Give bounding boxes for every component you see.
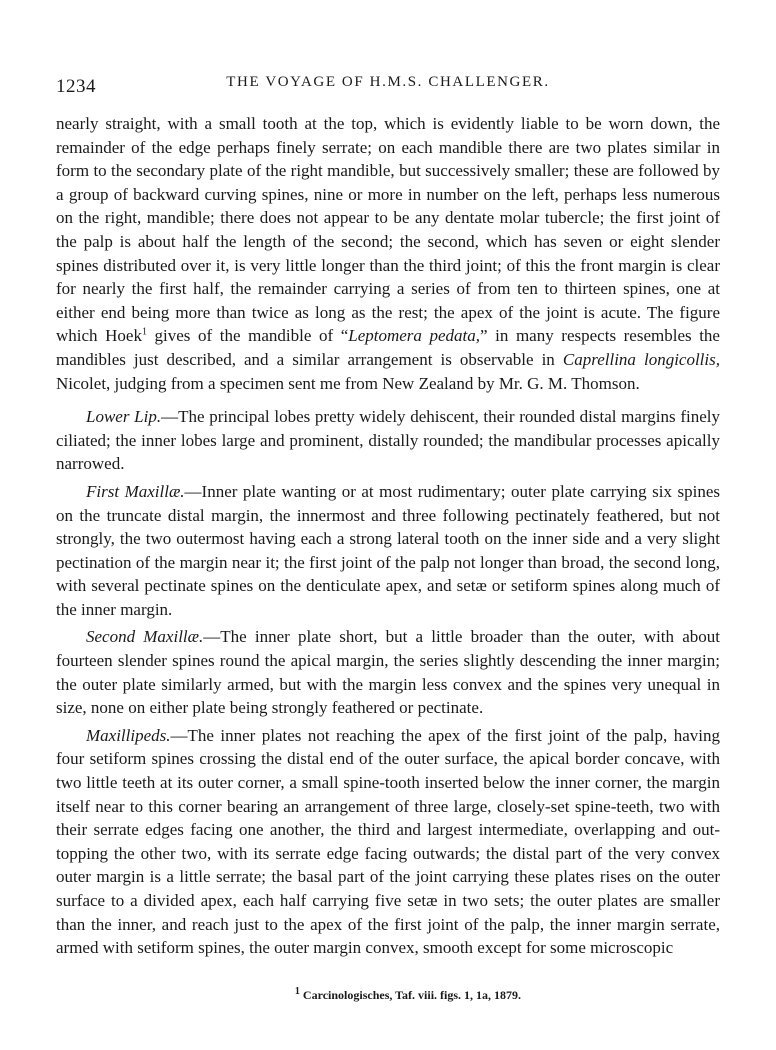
paragraph-maxillipeds: Maxillipeds.—The inner plates not reaching the apex of the first joint of the palp, having four setiform spines crossing the distal end of the outer surface, the apical border concave, with two little teeth at its outer corner, a small spine-tooth inserted below the inner corner, the margin itself near to this corner bearing an arrangement of three large, closely-set spine-teeth, two with their serrate edges facing one another, the third and largest intermediate, overlapping and out-topping the other two, with its serrate edge facing outwards; the distal part of the very convex outer margin is a little serrate; the basal part of the joint carrying these plates rises on the outer surface to a divided apex, each half carrying five setæ in two sets; the outer plates are smaller than the inner, and reach just to the apex of the first joint of the palp, the inner margin serrate, armed with setiform spines, the outer margin convex, smooth except for some microscopic	[56, 725, 720, 958]
page-number: 1234	[56, 76, 96, 97]
section-heading: Lower Lip.	[86, 407, 162, 427]
footnote-reference: 1	[141, 326, 147, 338]
paragraph-mandible-continued: nearly straight, with a small tooth at the top, which is evidently liable to be worn down, the remainder of the edge perhaps finely serrate; on each mandible there are two plates similar in form to the secondary plate of the right mandible, but successively smaller; these are followed by a group of backward curving spines, nine or more in number on the left, perhaps less numerous on the right, mandible; there does not appear to be any dentate molar tubercle; the first joint of the palp is about half the length of the second; the second, which has seven or eight slender spines distributed over it, is very little longer than the third joint; of this the front margin is clear for nearly the first half, the remainder carrying a series of from ten to thirteen spines, one at either end being more than twice as long as the rest; the apex of the joint is acute. The figure which Hoek$^1$ gives of the mandible of “Leptomera pedata,” in many respects resembles the mandibles just described, and a similar arrangement is observable in Caprellina longicollis, Nicolet, judging from a specimen sent me from New Zealand by Mr. G. M. Thomson.	[56, 114, 720, 393]
footnote-marker: 1	[294, 986, 300, 997]
paragraph-second-maxillae: Second Maxillæ.—The inner plate short, but a little broader than the outer, with about fourteen slender spines round the apical margin, the series slightly descending the inner margin; the outer plate similarly armed, but with the margin less convex and the spines very unequal in size, none on either plate being strongly feathered or pectinate.	[56, 627, 720, 718]
paragraph-lower-lip: Lower Lip.—The principal lobes pretty widely dehiscent, their rounded distal margins finely ciliated; the inner lobes large and prominent, distally rounded; the mandibular processes apically narrowed.	[56, 407, 720, 474]
section-heading: First Maxillæ.	[86, 481, 185, 501]
footnote	[0, 988, 776, 1003]
footnote-text: Carcinologisches, Taf. viii. figs. 1, 1a, 1879.	[299, 988, 522, 1002]
body-text	[56, 112, 720, 960]
running-title: THE VOYAGE OF H.M.S. CHALLENGER.	[226, 74, 550, 90]
paragraph-first-maxillae: First Maxillæ.—Inner plate wanting or at most rudimentary; outer plate carrying six spines on the truncate distal margin, the innermost and three following pectinately feathered, but not strongly, the two outermost having each a strong lateral tooth on the inner side and a very slight pectination of the margin near it; the first joint of the palp not longer than broad, the second long, with several pectinate spines on the denticulate apex, and setæ or setiform spines along much of the inner margin.	[56, 481, 720, 619]
species-name: Caprellina longicollis,	[562, 349, 720, 369]
section-heading: Maxillipeds.	[86, 725, 171, 745]
section-heading: Second Maxillæ.	[86, 627, 204, 647]
page-header	[56, 70, 720, 96]
species-name: Leptomera pedata,	[348, 326, 481, 346]
